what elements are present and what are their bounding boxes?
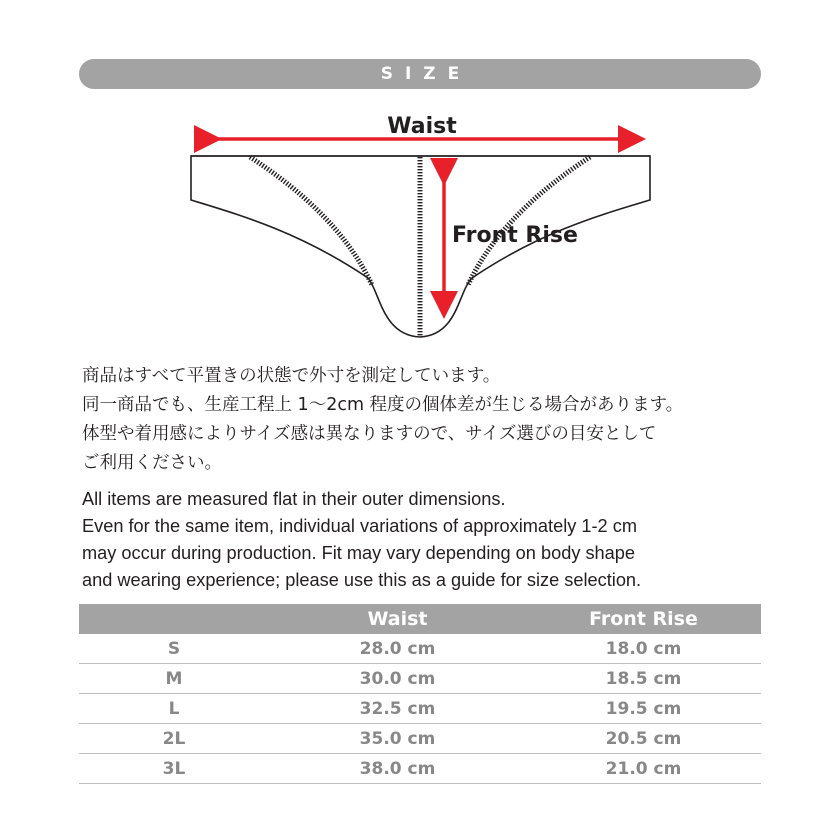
brief-outline — [191, 156, 650, 337]
size-cell: M — [165, 668, 183, 689]
waist-cell: 38.0 cm — [359, 758, 436, 779]
note-jp-line: 体型や着用感によりサイズ感は異なりますので、サイズ選びの目安として — [82, 424, 657, 444]
size-header-title: SIZE — [380, 64, 472, 84]
note-jp-line: ご利用ください。 — [82, 453, 222, 473]
waist-cell: 28.0 cm — [359, 638, 436, 659]
size-cell: 3L — [162, 758, 186, 779]
note-en-line: may occur during production. Fit may vary depending on body shape — [82, 543, 636, 563]
size-cell: L — [168, 698, 180, 719]
garment-diagram — [0, 0, 840, 360]
size-table — [79, 604, 761, 784]
table-row — [79, 754, 761, 784]
note-en-line: Even for the same item, individual variations of approximately 1-2 cm — [82, 516, 637, 536]
header-front-rise: Front Rise — [589, 608, 698, 630]
table-row — [79, 634, 761, 664]
table-row — [79, 664, 761, 694]
size-cell: 2L — [162, 728, 186, 749]
front-rise-cell: 19.5 cm — [605, 698, 682, 719]
notes-english — [82, 486, 782, 594]
table-row — [79, 694, 761, 724]
size-cell: S — [167, 638, 181, 659]
note-en-line: and wearing experience; please use this as a guide for size selection. — [82, 570, 642, 590]
waist-label: Waist — [387, 114, 457, 139]
front-rise-cell: 21.0 cm — [605, 758, 682, 779]
front-rise-cell: 18.0 cm — [605, 638, 682, 659]
table-row — [79, 724, 761, 754]
note-en-line: All items are measured flat in their outer dimensions. — [82, 489, 506, 509]
front-rise-label: Front Rise — [452, 223, 578, 248]
header-waist: Waist — [367, 608, 428, 630]
waist-cell: 35.0 cm — [359, 728, 436, 749]
waist-cell: 30.0 cm — [359, 668, 436, 689]
note-jp-line: 同一商品でも、生産工程上 1〜2cm 程度の個体差が生じる場合があります。 — [82, 395, 684, 415]
notes-japanese — [82, 362, 782, 478]
front-rise-cell: 18.5 cm — [605, 668, 682, 689]
waist-cell: 32.5 cm — [359, 698, 436, 719]
note-jp-line: 商品はすべて平置きの状態で外寸を測定しています。 — [82, 366, 501, 386]
table-header-row — [79, 604, 761, 634]
front-rise-cell: 20.5 cm — [605, 728, 682, 749]
